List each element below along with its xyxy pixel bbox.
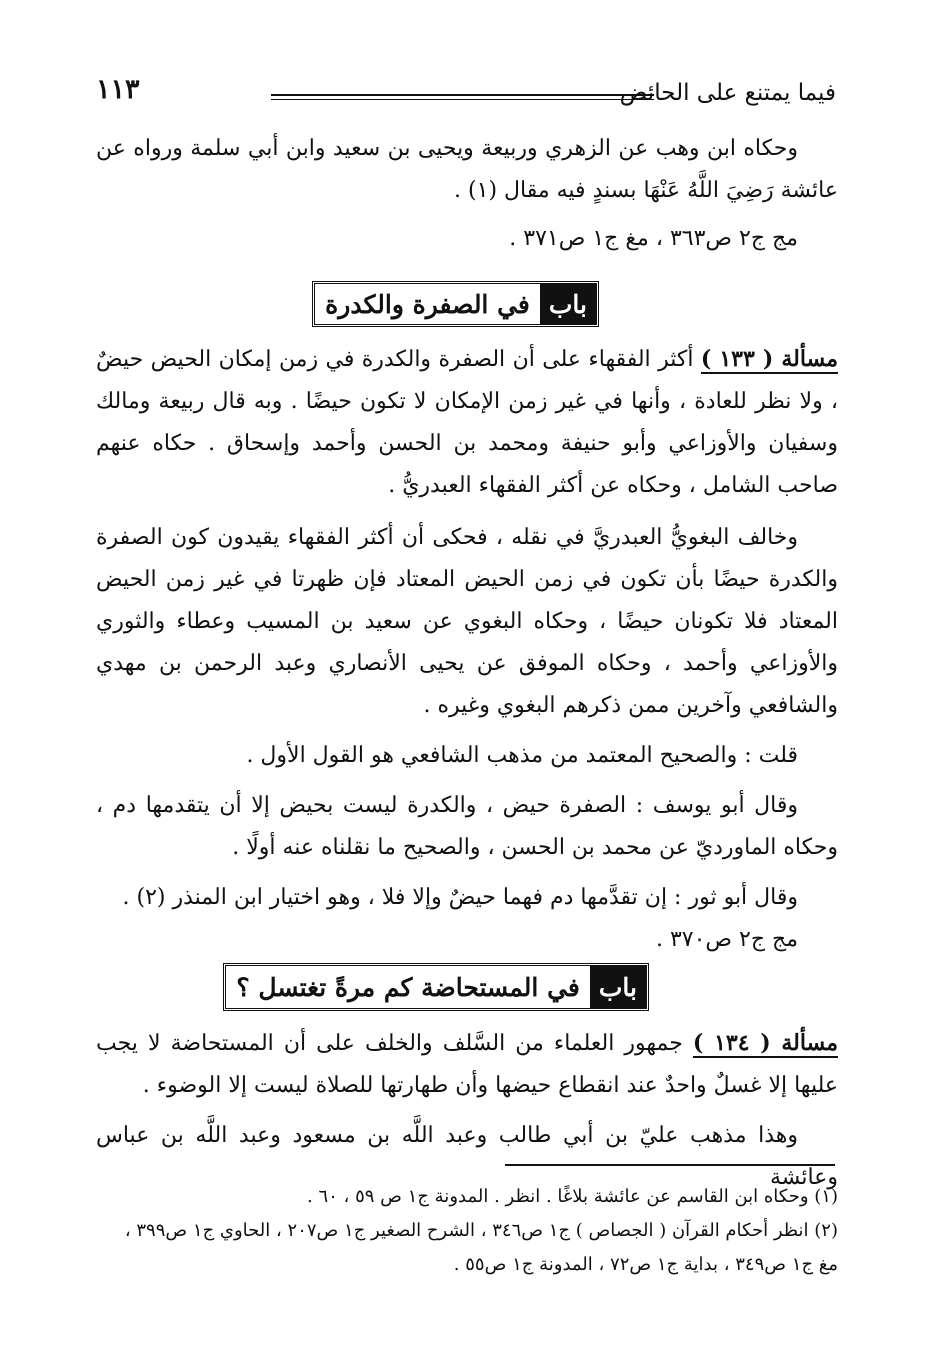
issue-label: مسألة ( ١٣٤ ) — [692, 1030, 838, 1056]
paragraph-opinion: قلت : والصحيح المعتمد من مذهب الشافعي هو القول الأول . — [246, 743, 798, 768]
footnote-rule — [505, 1164, 835, 1166]
chapter-heading-yellowness — [312, 281, 599, 327]
chapter-word: باب — [540, 284, 596, 324]
reference-line: مج ج٢ ص٣٧٠ . — [655, 927, 798, 952]
page-number: ١١٣ — [96, 74, 140, 105]
running-header — [96, 74, 836, 114]
issue-text: جمهور العلماء من السَّلف والخلف على أن المستحاضة لا يجب عليها إلا غسلٌ واحدٌ عند انقطاع حيضها وأن طهارتها للصلاة ليست إلا الوضوء . — [96, 1031, 838, 1098]
footnotes — [96, 1180, 838, 1282]
section-yellowness — [96, 338, 838, 961]
footnote-continuation: مغ ج١ ص٣٤٩ ، بداية ج١ ص٧٢ ، المدونة ج١ ص٥٥ . — [453, 1254, 838, 1275]
issue-label: مسألة ( ١٣٣ ) — [700, 346, 838, 372]
chapter-title: في الصفرة والكدرة — [325, 289, 530, 319]
issue-134 — [96, 1022, 838, 1107]
continuation-block — [96, 128, 838, 260]
footnote: (١) وحكاه ابن القاسم عن عائشة بلاغًا . انظر . المدونة ج١ ص ٥٩ ، ٦٠ . — [307, 1186, 838, 1207]
running-title: فيما يمتنع على الحائض — [619, 80, 836, 106]
footnote: (٢) انظر أحكام القرآن ( الجصاص ) ج١ ص٣٤٦ ، الشرح الصغير ج١ ص٢٠٧ ، الحاوي ج١ ص٣٩٩ ، — [124, 1220, 838, 1241]
header-rule — [271, 94, 654, 100]
paragraph-baghawi: وخالف البغويُّ العبدريَّ في نقله ، فحكى أن أكثر الفقهاء يقيدون كون الصفرة والكدرة حيضًا بأن تكون في زمن الحيض المعتاد فإن ظهرتا في غير زمن الحيض المعتاد فلا تكونان حيضًا ، وحكاه البغوي عن سعيد بن المسيب وعطاء والثوري والأوزاعي وأحمد ، وحكاه الموفق عن يحيى الأنصاري وعبد الرحمن بن مهدي والشافعي وآخرين ممن ذكرهم البغوي وغيره . — [96, 525, 838, 718]
chapter-heading-istihada — [223, 963, 649, 1011]
chapter-word: باب — [590, 966, 646, 1008]
issue-text: أكثر الفقهاء على أن الصفرة والكدرة في زمن إمكان الحيض حيضٌ ، ولا نظر للعادة ، وأنها في غير زمن الإمكان لا تكون حيضًا . وبه قال ربيعة ومالك وسفيان والأوزاعي وأبو حنيفة ومحمد بن الحسن وأحمد وإسحاق . حكاه عنهم صاحب الشامل ، وحكاه عن أكثر الفقهاء العبدريُّ . — [96, 347, 838, 498]
paragraph-companions: وهذا مذهب عليّ بن أبي طالب وعبد اللَّه بن مسعود وعبد اللَّه بن عباس وعائشة — [96, 1123, 838, 1190]
chapter-title: في المستحاضة كم مرةً تغتسل ؟ — [236, 972, 580, 1002]
paragraph-abu-thawr: وقال أبو ثور : إن تقدَّمها دم فهما حيضٌ وإلا فلا ، وهو اختيار ابن المنذر (٢) . — [122, 885, 798, 910]
reference-line: مج ج٢ ص٣٦٣ ، مغ ج١ ص٣٧١ . — [509, 226, 798, 251]
section-istihada — [96, 1022, 838, 1199]
paragraph-abu-yusuf: وقال أبو يوسف : الصفرة حيض ، والكدرة ليست بحيض إلا أن يتقدمها دم ، وحكاه الماورديّ عن محمد بن الحسن ، والصحيح ما نقلناه عنه أولًا . — [96, 793, 838, 860]
paragraph-narration: وحكاه ابن وهب عن الزهري وربيعة ويحيى بن سعيد وابن أبي سلمة ورواه عن عائشة رَضِيَ اللَّهُ عَنْهَا بسندٍ فيه مقال (١) . — [96, 136, 838, 203]
issue-133 — [96, 338, 838, 507]
